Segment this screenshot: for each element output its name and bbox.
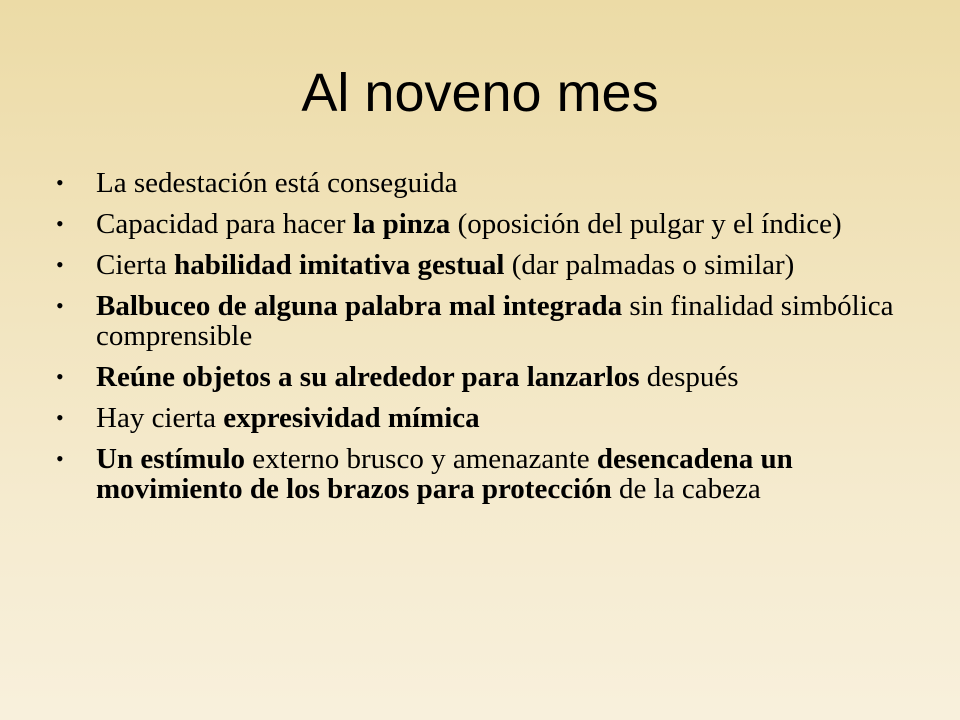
bullet-text: de la cabeza (611, 473, 761, 505)
bullet-icon: • (56, 293, 64, 318)
bullet-icon: • (56, 170, 64, 195)
bullet-text-bold: expresividad mímica (223, 402, 480, 434)
bullet-text-bold: habilidad imitativa gestual (174, 249, 505, 281)
bullet-text-bold: la pinza (352, 208, 451, 240)
bullet-text: externo brusco y amenazante (245, 443, 597, 475)
bullet-text-bold: Reúne objetos a su alrededor para lanzarlos (96, 361, 640, 393)
bullet-list (56, 168, 906, 515)
bullet-text: Cierta (96, 249, 175, 281)
bullet-text-bold: Un estímulo (96, 443, 246, 475)
bullet-icon: • (56, 252, 64, 277)
bullet-text: (oposición del pulgar y el índice) (450, 208, 842, 240)
bullet-text: sin finalidad simbólica comprensible (96, 290, 894, 352)
bullet-item (56, 362, 906, 392)
bullet-text: (dar palmadas o similar) (504, 249, 795, 281)
bullet-icon: • (56, 405, 64, 430)
bullet-text: Capacidad para hacer (96, 208, 353, 240)
slide-title: Al noveno mes (301, 63, 659, 123)
bullet-item (56, 250, 906, 280)
bullet-text-bold: desencadena un movimiento de los brazos para protección (96, 443, 793, 505)
bullet-item (56, 209, 906, 239)
bullet-text: después (639, 361, 739, 393)
bullet-text: La sedestación está conseguida (96, 167, 458, 199)
bullet-item (56, 168, 906, 198)
bullet-text-bold: Balbuceo de alguna palabra mal integrada (96, 290, 623, 322)
bullet-item (56, 403, 906, 433)
bullet-text: Hay cierta (96, 402, 224, 434)
bullet-item (56, 444, 906, 504)
bullet-icon: • (56, 211, 64, 236)
bullet-icon: • (56, 364, 64, 389)
bullet-item (56, 291, 906, 351)
bullet-icon: • (56, 446, 64, 471)
